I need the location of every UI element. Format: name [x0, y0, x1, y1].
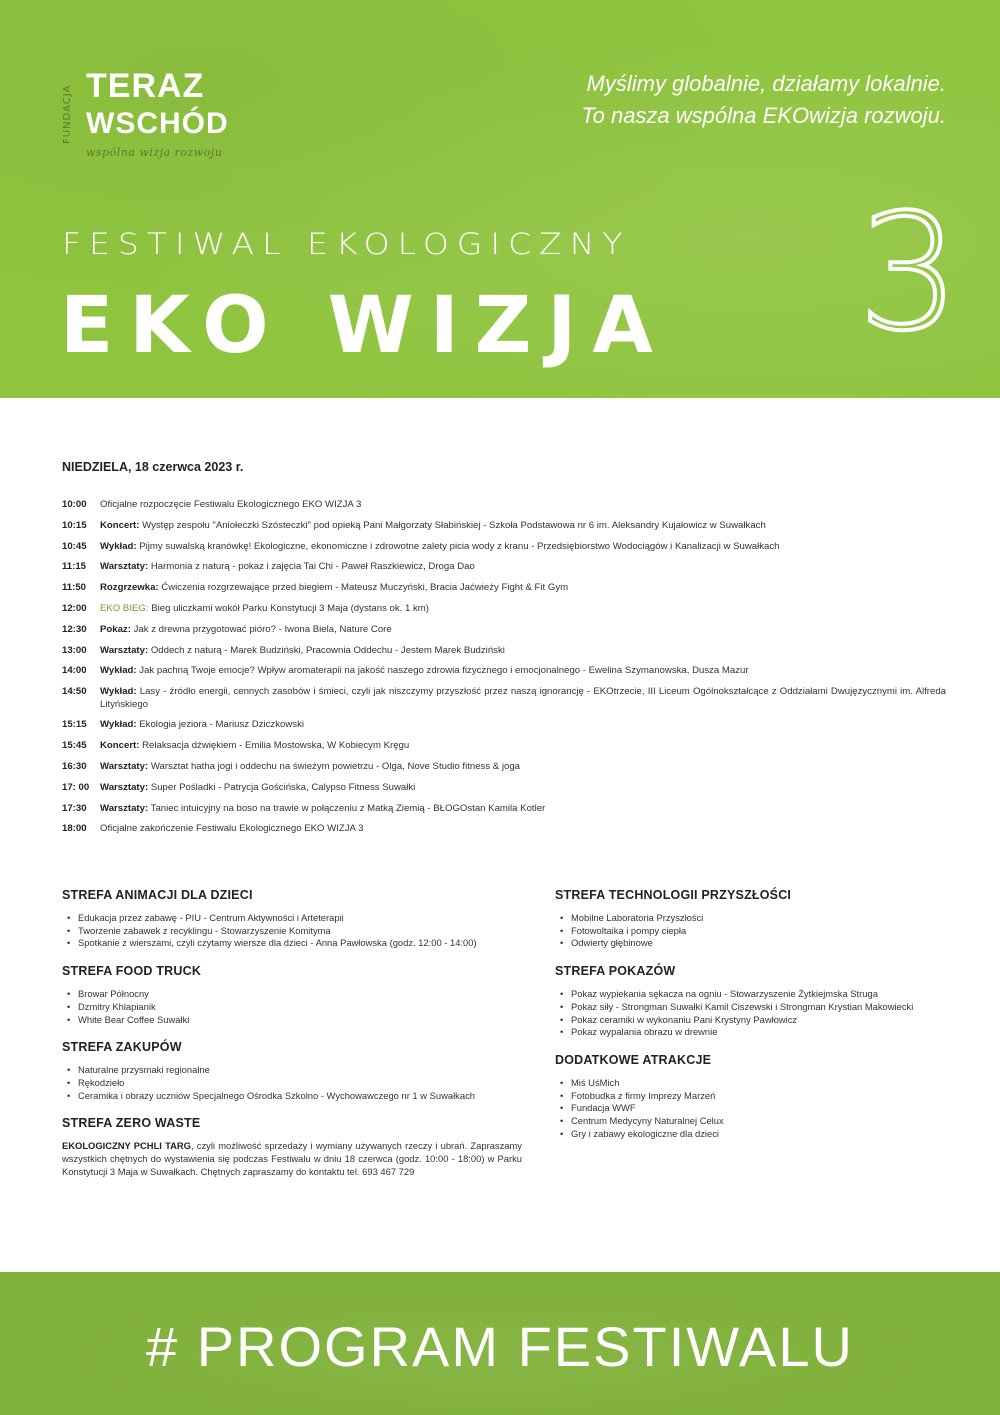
- zone-list-item: • Fundacja WWF: [571, 1102, 946, 1115]
- schedule-text: Jak z drewna przygotować pióro? - Iwona Biela, Nature Core: [130, 623, 392, 635]
- schedule-time: 17:30: [62, 802, 87, 814]
- schedule-description: [100, 624, 946, 637]
- schedule-kind: Koncert:: [100, 740, 140, 752]
- schedule-row: [62, 645, 946, 658]
- schedule-row: [62, 782, 946, 795]
- schedule-text: Warsztat hatha jogi i oddechu na świeżym powietrzu - Olga, Nove Studio fitness & joga: [148, 761, 521, 773]
- zone-list: [62, 988, 522, 1026]
- zone-list-item: • Pokaz siły - Strongman Suwałki Kamil Ciszewski i Strongman Krystian Makowiecki: [571, 1001, 946, 1014]
- zone-list-item: • Gry i zabawy ekologiczne dla dzieci: [571, 1128, 946, 1141]
- schedule-kind: Pokaz:: [100, 623, 131, 635]
- flea-market-label: EKOLOGICZNY PCHLI TARG: [62, 1140, 191, 1152]
- schedule-description: [100, 686, 946, 711]
- zone-title: STREFA ZAKUPÓW: [62, 1040, 182, 1055]
- schedule-description: [100, 603, 946, 616]
- schedule-text: Bieg uliczkami wokół Parku Konstytucji 3 Maja (dystans ok. 1 km): [148, 602, 429, 614]
- schedule-text: Ekologia jeziora - Mariusz Dziczkowski: [136, 719, 305, 731]
- schedule-text: Taniec intuicyjny na boso na trawie w połączeniu z Matką Ziemią - BŁOGOstan Kamila Kotler: [148, 802, 546, 814]
- zone-technology: [555, 888, 946, 950]
- schedule-kind: Warsztaty:: [100, 561, 149, 573]
- logo-wschod: WSCHÓD: [86, 107, 229, 140]
- zone-list-item: • Pokaz ceramiki w wykonaniu Pani Krystyny Pawłowicz: [571, 1014, 946, 1027]
- schedule-list: [62, 499, 946, 844]
- zone-list-item: • Ceramika i obrazy uczniów Specjalnego Ośrodka Szkolno - Wychowawczego nr 1 w Suwałkach: [78, 1090, 522, 1103]
- zone-shopping: [62, 1040, 522, 1102]
- schedule-row: [62, 603, 946, 616]
- schedule-text: Jak pachną Twoje emocje? Wpływ aromaterapii na jakość naszego zdrowia fizycznego i emocjonalnego - Ewelina Szymanowska, Dusza Mazur: [136, 665, 749, 677]
- zone-zero-waste: [62, 1116, 522, 1178]
- schedule-text: Harmonia z naturą - pokaz i zajęcia Tai Chi - Paweł Raszkiewicz, Droga Dao: [148, 561, 475, 573]
- schedule-time: 10:15: [62, 519, 87, 531]
- schedule-row: [62, 499, 946, 512]
- schedule-row: [62, 761, 946, 774]
- schedule-time: 18:00: [62, 823, 87, 835]
- zone-list-item: • Browar Północny: [78, 988, 522, 1001]
- zone-list: [555, 1077, 946, 1141]
- schedule-kind: Warsztaty:: [100, 781, 149, 793]
- schedule-description: [100, 645, 946, 658]
- schedule-time: 16:30: [62, 761, 87, 773]
- schedule-row: [62, 719, 946, 732]
- zone-title: STREFA ANIMACJI DLA DZIECI: [62, 888, 253, 902]
- schedule-kind: Koncert:: [100, 519, 140, 531]
- zone-list-item: • Naturalne przysmaki regionalne: [78, 1064, 522, 1077]
- zone-list-item: • Spotkanie z wierszami, czyli czytamy wiersze dla dzieci - Anna Pawłowska (godz. 12:00 - 14:00): [78, 937, 522, 950]
- schedule-row: [62, 823, 946, 836]
- schedule-text: Pijmy suwalską kranówkę! Ekologiczne, ekonomiczne i zdrowotne zalety picia wody z kranu - Przedsiębiorstwo Wodociągów i Kanalizacji w Suwałkach: [136, 540, 780, 552]
- motto-line: To nasza wspólna EKOwizja rozwoju.: [581, 103, 946, 128]
- schedule-text: Oficjalne rozpoczęcie Festiwalu Ekologicznego EKO WIZJA 3: [100, 499, 362, 510]
- schedule-row: [62, 561, 946, 574]
- schedule-kind: Warsztaty:: [100, 761, 149, 773]
- zone-title: STREFA FOOD TRUCK: [62, 964, 202, 979]
- schedule-text: Lasy - źródło energii, cennych zasobów i śmieci, czyli jak niszczymy przyszłość przez naszą ignorancję - EKOtrzecie, III Liceum Ogólnokształcące z Oddziałami Dwujęzycznymi im. Alfreda Lityńskiego: [100, 686, 946, 710]
- schedule-row: [62, 624, 946, 637]
- schedule-time: 11:15: [62, 561, 87, 573]
- zone-list-item: • Tworzenie zabawek z recyklingu - Stowarzyszenie Komityma: [78, 925, 522, 938]
- flea-market-text: , czyli możliwość sprzedaży i wymiany używanych rzeczy i ubrań. Zapraszamy wszystkich chętnych do wystawienia się podczas Festiwalu w dniu 18 czerwca (godz. 10:00 - 18:00) w Parku Konstytucji 3 Maja w Suwałkach. Chętnych zapraszamy do kontaktu tel. 693 467 729: [62, 1140, 522, 1177]
- schedule-description: [100, 803, 946, 816]
- schedule-row: [62, 520, 946, 533]
- zone-list-item: • Edukacja przez zabawę - PIU - Centrum Aktywności i Arteterapii: [78, 912, 522, 925]
- festival-edition-number: 3: [858, 179, 960, 366]
- zone-food-truck: [62, 964, 522, 1026]
- schedule-time: 15:45: [62, 740, 87, 752]
- zone-title: STREFA TECHNOLOGII PRZYSZŁOŚCI: [555, 888, 792, 902]
- day-title: NIEDZIELA, 18 czerwca 2023 r.: [62, 460, 244, 474]
- zone-list: [62, 1064, 522, 1102]
- zone-list-item: • Odwierty głębinowe: [571, 937, 946, 950]
- schedule-kind: Wykład:: [100, 665, 137, 677]
- logo-foundation-label: FUNDACJA: [62, 84, 73, 144]
- schedule-kind: Warsztaty:: [100, 644, 149, 656]
- zones-left-column: [62, 888, 522, 1192]
- schedule-kind: Wykład:: [100, 686, 137, 698]
- schedule-text: Ćwiczenia rozgrzewające przed biegiem - Mateusz Muczyński, Bracia Jaćwieży Fight & Fit Gym: [158, 582, 569, 594]
- schedule-text: Super Pośladki - Patrycja Gościńska, Calypso Fitness Suwałki: [148, 781, 416, 793]
- schedule-row: [62, 740, 946, 753]
- schedule-time: 10:00: [62, 499, 87, 510]
- zone-list-item: • Miś UśMich: [571, 1077, 946, 1090]
- motto: [581, 68, 946, 132]
- schedule-text: Oddech z naturą - Marek Budziński, Pracownia Oddechu - Jestem Marek Budziński: [148, 644, 505, 656]
- schedule-time: 17: 00: [62, 781, 90, 793]
- header-banner: [0, 0, 1000, 398]
- schedule-description: [100, 541, 946, 554]
- zone-list-item: • Centrum Medycyny Naturalnej Celux: [571, 1115, 946, 1128]
- schedule-time: 12:00: [62, 602, 87, 614]
- schedule-description: [100, 499, 946, 512]
- zone-title: STREFA POKAZÓW: [555, 964, 676, 979]
- schedule-row: [62, 665, 946, 678]
- zero-waste-description: [62, 1140, 522, 1178]
- schedule-text: Występ zespołu "Aniołeczki Szósteczki" pod opieką Pani Małgorzaty Słabińskiej - Szkoła Podstawowa nr 6 im. Aleksandry Kujałowicz w Suwałkach: [139, 519, 766, 531]
- schedule-description: [100, 665, 946, 678]
- schedule-time: 11:50: [62, 582, 87, 594]
- schedule-text: Relaksacja dźwiękiem - Emilia Mostowska, W Kobiecym Kręgu: [139, 740, 410, 752]
- schedule-time: 14:50: [62, 686, 87, 698]
- zone-extras: [555, 1053, 946, 1141]
- schedule-description: [100, 740, 946, 753]
- schedule-time: 14:00: [62, 665, 87, 677]
- schedule-kind: Rozgrzewka:: [100, 582, 159, 594]
- schedule-description: [100, 761, 946, 774]
- motto-line: Myślimy globalnie, działamy lokalnie.: [586, 71, 946, 96]
- zone-list-item: • Fotobudka z firmy Imprezy Marzeń: [571, 1090, 946, 1103]
- schedule-kind: EKO BIEG:: [100, 602, 149, 614]
- schedule-description: [100, 823, 946, 836]
- schedule-row: [62, 582, 946, 595]
- schedule-row: [62, 803, 946, 816]
- zone-list-item: • Pokaz wypiekania sękacza na ogniu - Stowarzyszenie Żytkiejmska Struga: [571, 988, 946, 1001]
- zones-right-column: [555, 888, 946, 1154]
- footer-banner: [0, 1272, 1000, 1415]
- schedule-text: Oficjalne zakończenie Festiwalu Ekologicznego EKO WIZJA 3: [100, 823, 364, 835]
- zone-title: DODATKOWE ATRAKCJE: [555, 1052, 712, 1067]
- zone-list: [555, 912, 946, 950]
- zone-shows: [555, 964, 946, 1039]
- logo-teraz: TERAZ: [86, 67, 205, 105]
- festival-subtitle: FESTIWAL EKOLOGICZNY: [62, 226, 631, 262]
- schedule-description: [100, 582, 946, 595]
- zone-animation: [62, 888, 522, 950]
- schedule-row: [62, 686, 946, 711]
- schedule-time: 10:45: [62, 540, 87, 552]
- festival-title: EKO WIZJA: [60, 281, 669, 371]
- schedule-row: [62, 541, 946, 554]
- schedule-kind: Wykład:: [100, 719, 137, 731]
- zone-list-item: • Pokaz wypalania obrazu w drewnie: [571, 1026, 946, 1039]
- zone-list: [555, 988, 946, 1039]
- zone-list-item: • Mobilne Laboratoria Przyszłości: [571, 912, 946, 925]
- zone-list-item: • White Bear Coffee Suwałki: [78, 1014, 522, 1027]
- zone-list-item: • Dzmitry Khlapianik: [78, 1001, 522, 1014]
- schedule-kind: Wykład:: [100, 540, 137, 552]
- zone-list-item: • Rękodzieło: [78, 1077, 522, 1090]
- zone-title: STREFA ZERO WASTE: [62, 1116, 201, 1131]
- schedule-description: [100, 782, 946, 795]
- logo-slogan: wspólna wizja rozwoju: [86, 146, 223, 159]
- zone-list-item: • Fotowoltaika i pompy ciepła: [571, 925, 946, 938]
- logo: [62, 66, 282, 166]
- schedule-time: 15:15: [62, 719, 87, 731]
- schedule-description: [100, 520, 946, 533]
- schedule-description: [100, 719, 946, 732]
- schedule-description: [100, 561, 946, 574]
- footer-title: # PROGRAM FESTIWALU: [145, 1315, 854, 1378]
- schedule-kind: Warsztaty:: [100, 802, 149, 814]
- schedule-time: 12:30: [62, 623, 87, 635]
- schedule-time: 13:00: [62, 644, 87, 656]
- zone-list: [62, 912, 522, 950]
